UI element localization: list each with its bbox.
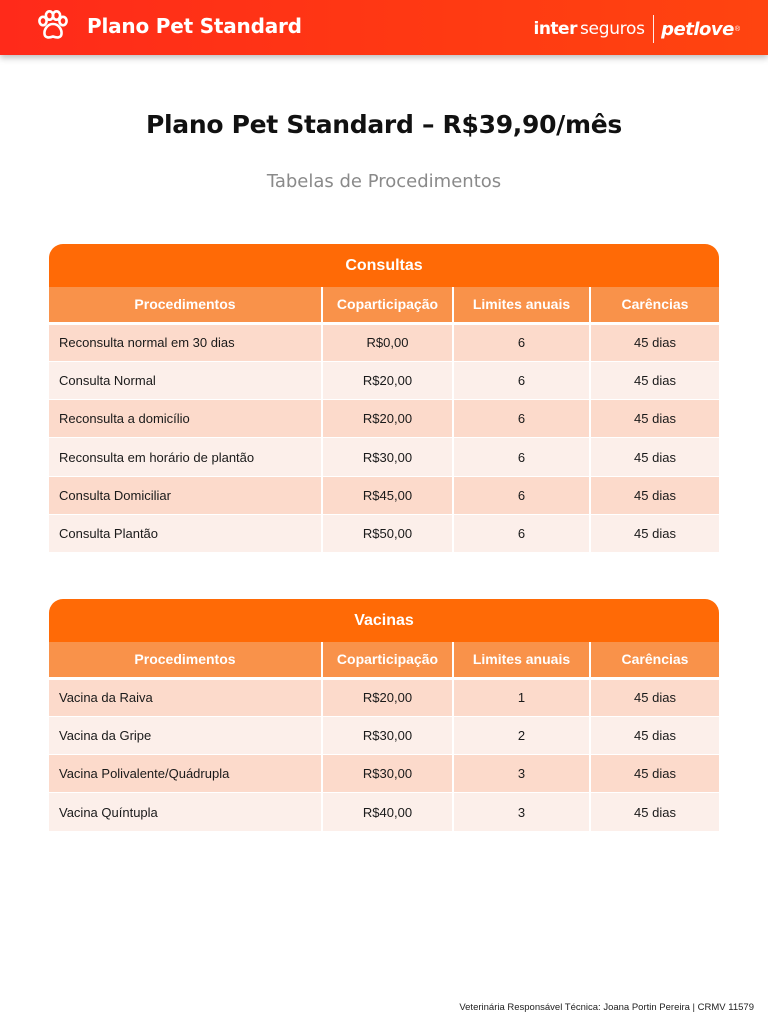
table-row [49, 793, 719, 831]
table-row [49, 476, 719, 514]
vacinas-rows [49, 678, 719, 831]
coparticipacao-cell: R$20,00 [322, 361, 453, 399]
brand-registered-mark: ® [734, 25, 740, 33]
paw-icon [36, 10, 70, 42]
coparticipacao-cell: R$30,00 [322, 438, 453, 476]
carencia-cell: 45 dias [590, 476, 719, 514]
table-row [49, 323, 719, 361]
coparticipacao-cell: R$45,00 [322, 476, 453, 514]
brand-petlove: petlove [661, 18, 734, 40]
consultas-header: Consultas [49, 244, 719, 287]
table-row [49, 438, 719, 476]
top-bar [0, 0, 768, 55]
carencia-cell: 45 dias [590, 323, 719, 361]
limite-cell: 1 [453, 678, 590, 716]
table-row [49, 400, 719, 438]
table-row [49, 361, 719, 399]
brand-inter: inter [533, 19, 577, 39]
procedimento-cell: Consulta Domiciliar [49, 476, 322, 514]
carencia-cell: 45 dias [590, 400, 719, 438]
column-header-carencias: Carências [590, 287, 719, 323]
carencia-cell: 45 dias [590, 438, 719, 476]
carencia-cell: 45 dias [590, 755, 719, 793]
column-header-coparticipacao: Coparticipação [322, 287, 453, 323]
coparticipacao-cell: R$30,00 [322, 755, 453, 793]
footer-responsible-vet: Veterinária Responsável Técnica: Joana Portin Pereira | CRMV 11579 [459, 1002, 754, 1013]
carencia-cell: 45 dias [590, 793, 719, 831]
consultas-table [49, 287, 719, 553]
procedimento-cell: Consulta Normal [49, 361, 322, 399]
vacinas-table [49, 642, 719, 832]
coparticipacao-cell: R$0,00 [322, 323, 453, 361]
brand-separator [653, 15, 655, 43]
limite-cell: 6 [453, 400, 590, 438]
column-header-limites: Limites anuais [453, 287, 590, 323]
limite-cell: 6 [453, 476, 590, 514]
column-header-procedimentos: Procedimentos [49, 287, 322, 323]
procedimento-cell: Vacina Polivalente/Quádrupla [49, 755, 322, 793]
procedimento-cell: Reconsulta em horário de plantão [49, 438, 322, 476]
procedimento-cell: Reconsulta a domicílio [49, 400, 322, 438]
column-header-carencias: Carências [590, 642, 719, 678]
procedimento-cell: Vacina da Raiva [49, 678, 322, 716]
carencia-cell: 45 dias [590, 514, 719, 552]
table-row [49, 716, 719, 754]
consultas-rows [49, 323, 719, 553]
table-header-row [49, 642, 719, 678]
limite-cell: 3 [453, 793, 590, 831]
coparticipacao-cell: R$20,00 [322, 400, 453, 438]
procedimento-cell: Consulta Plantão [49, 514, 322, 552]
column-header-coparticipacao: Coparticipação [322, 642, 453, 678]
table-row [49, 514, 719, 552]
carencia-cell: 45 dias [590, 716, 719, 754]
header-title: Plano Pet Standard [87, 14, 302, 38]
limite-cell: 6 [453, 323, 590, 361]
coparticipacao-cell: R$40,00 [322, 793, 453, 831]
page-title: Plano Pet Standard – R$39,90/mês [145, 110, 623, 139]
vacinas-header: Vacinas [49, 599, 719, 642]
table-header-row [49, 287, 719, 323]
brand-logo [534, 14, 741, 44]
procedimento-cell: Reconsulta normal em 30 dias [49, 323, 322, 361]
limite-cell: 2 [453, 716, 590, 754]
procedimento-cell: Vacina Quíntupla [49, 793, 322, 831]
limite-cell: 3 [453, 755, 590, 793]
column-header-limites: Limites anuais [453, 642, 590, 678]
carencia-cell: 45 dias [590, 678, 719, 716]
page-subtitle: Tabelas de Procedimentos [266, 171, 502, 192]
table-row [49, 755, 719, 793]
column-header-procedimentos: Procedimentos [49, 642, 322, 678]
brand-seguros: seguros [579, 19, 645, 39]
vacinas-section [49, 599, 719, 832]
coparticipacao-cell: R$50,00 [322, 514, 453, 552]
coparticipacao-cell: R$20,00 [322, 678, 453, 716]
carencia-cell: 45 dias [590, 361, 719, 399]
limite-cell: 6 [453, 438, 590, 476]
limite-cell: 6 [453, 514, 590, 552]
table-row [49, 678, 719, 716]
procedimento-cell: Vacina da Gripe [49, 716, 322, 754]
limite-cell: 6 [453, 361, 590, 399]
coparticipacao-cell: R$30,00 [322, 716, 453, 754]
consultas-section [49, 244, 719, 553]
